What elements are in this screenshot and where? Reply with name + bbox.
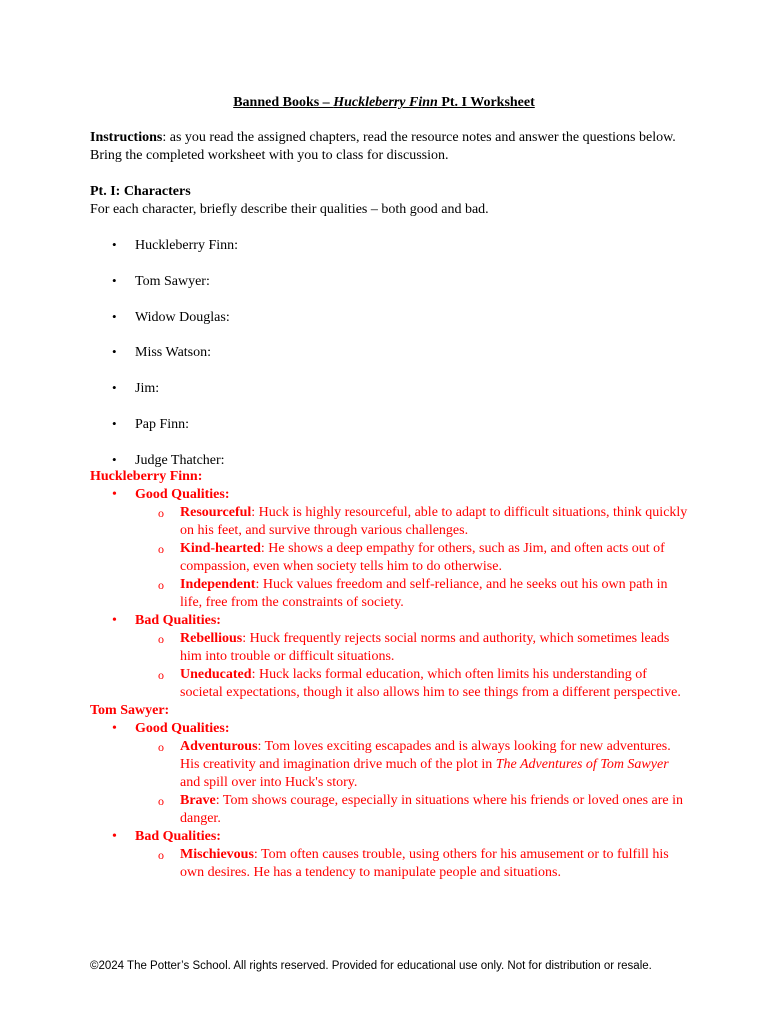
bullet-icon: • — [112, 237, 117, 252]
character-item: • Widow Douglas: — [112, 309, 230, 325]
bad-qualities-list — [135, 630, 690, 702]
bullet-icon: • — [112, 487, 117, 502]
good-qualities-list — [135, 738, 690, 828]
answer-notes — [90, 468, 690, 882]
character-item: • Jim: — [112, 380, 160, 396]
quality-item: o Mischievous: Tom often causes trouble, using others for his amusement or to fulfill his own desires. He has a tendency to manipulate people and situations. — [158, 847, 669, 880]
bad-qualities-item: • Bad Qualities: o Rebellious: Huck frequently rejects social norms and authority, which sometimes leads him into trouble or difficult situations. o Uneducated: Huck lacks formal education, which often limits his understanding of societal expectations, though it also allows him to see things from a different perspective. — [90, 612, 690, 702]
bullet-icon: • — [112, 380, 117, 395]
quality-item: o Independent: Huck values freedom and self-reliance, and he seeks out his own path in life, free from the constraints of society. — [158, 577, 668, 610]
character-item: • Huckleberry Finn: — [112, 237, 239, 253]
copyright-footer: ©2024 The Potter’s School. All rights reserved. Provided for educational use only. Not for distribution or resale. — [90, 960, 652, 972]
bullet-icon: • — [112, 416, 117, 431]
bad-qualities-list — [135, 846, 690, 882]
quality-item: o Rebellious: Huck frequently rejects social norms and authority, which sometimes leads him into trouble or difficult situations. — [158, 631, 670, 664]
tom-quality-list — [90, 720, 690, 882]
section-instructions: For each character, briefly describe their qualities – both good and bad. — [90, 202, 489, 217]
good-qualities-list — [135, 504, 690, 612]
sub-bullet-icon: o — [158, 794, 164, 808]
quality-item: o Uneducated: Huck lacks formal education, which often limits his understanding of societal expectations, though it also allows him to see things from a different perspective. — [158, 667, 681, 700]
character-item: • Tom Sawyer: — [112, 273, 210, 289]
good-qualities-item: • Good Qualities: o Resourceful: Huck is highly resourceful, able to adapt to difficult situations, think quickly on his feet, and survive through various challenges. o Kind-hearted: He shows a deep empathy for others, such as Jim, and often acts out of compassion, even when society tells him to do otherwise. o Independent: Huck values freedom and self-reliance, and he seeks out his own path in life, free from the constraints of society. — [90, 486, 690, 612]
good-qualities-item: • Good Qualities: o Adventurous: Tom loves exciting escapades and is always looking for new adventures. His creativity and imagination drive much of the plot in The Adventures of Tom Sawyer and spill over into Huck's story. o Brave: Tom shows courage, especially in situations where his friends or loved ones are in danger. — [90, 720, 690, 828]
bullet-icon: • — [112, 829, 117, 844]
character-item: • Pap Finn: — [112, 416, 190, 432]
bad-qualities-item: • Bad Qualities: o Mischievous: Tom often causes trouble, using others for his amusement or to fulfill his own desires. He has a tendency to manipulate people and situations. — [90, 828, 690, 882]
character-item: • Miss Watson: — [112, 344, 212, 360]
sub-bullet-icon: o — [158, 668, 164, 682]
sub-bullet-icon: o — [158, 542, 164, 556]
sub-bullet-icon: o — [158, 740, 164, 754]
quality-item: o Adventurous: Tom loves exciting escapades and is always looking for new adventures. His creativity and imagination drive much of the plot in The Adventures of Tom Sawyer and spill over into Huck's story. — [158, 739, 671, 790]
section-heading: Pt. I: Characters — [90, 184, 191, 199]
page-title: Banned Books – Huckleberry Finn Pt. I Worksheet — [233, 95, 535, 110]
character-heading-tom: Tom Sawyer: — [90, 703, 170, 718]
sub-bullet-icon: o — [158, 506, 164, 520]
sub-bullet-icon: o — [158, 848, 164, 862]
quality-item: o Kind-hearted: He shows a deep empathy for others, such as Jim, and often acts out of compassion, even when society tells him to do otherwise. — [158, 541, 665, 574]
character-heading-huck: Huckleberry Finn: — [90, 469, 203, 484]
character-item: • Judge Thatcher: — [112, 452, 225, 468]
bullet-icon: • — [112, 273, 117, 288]
instructions-paragraph: Instructions: as you read the assigned chapters, read the resource notes and answer the questions below. Bring the completed worksheet with you to class for discussion. — [90, 130, 676, 163]
bullet-icon: • — [112, 344, 117, 359]
bullet-icon: • — [112, 721, 117, 736]
sub-bullet-icon: o — [158, 632, 164, 646]
sub-bullet-icon: o — [158, 578, 164, 592]
huck-quality-list — [90, 486, 690, 702]
bullet-icon: • — [112, 613, 117, 628]
bullet-icon: • — [112, 309, 117, 324]
quality-item: o Resourceful: Huck is highly resourceful, able to adapt to difficult situations, think quickly on his feet, and survive through various challenges. — [158, 505, 688, 538]
quality-item: o Brave: Tom shows courage, especially in situations where his friends or loved ones are in danger. — [158, 793, 684, 826]
bullet-icon: • — [112, 452, 117, 467]
